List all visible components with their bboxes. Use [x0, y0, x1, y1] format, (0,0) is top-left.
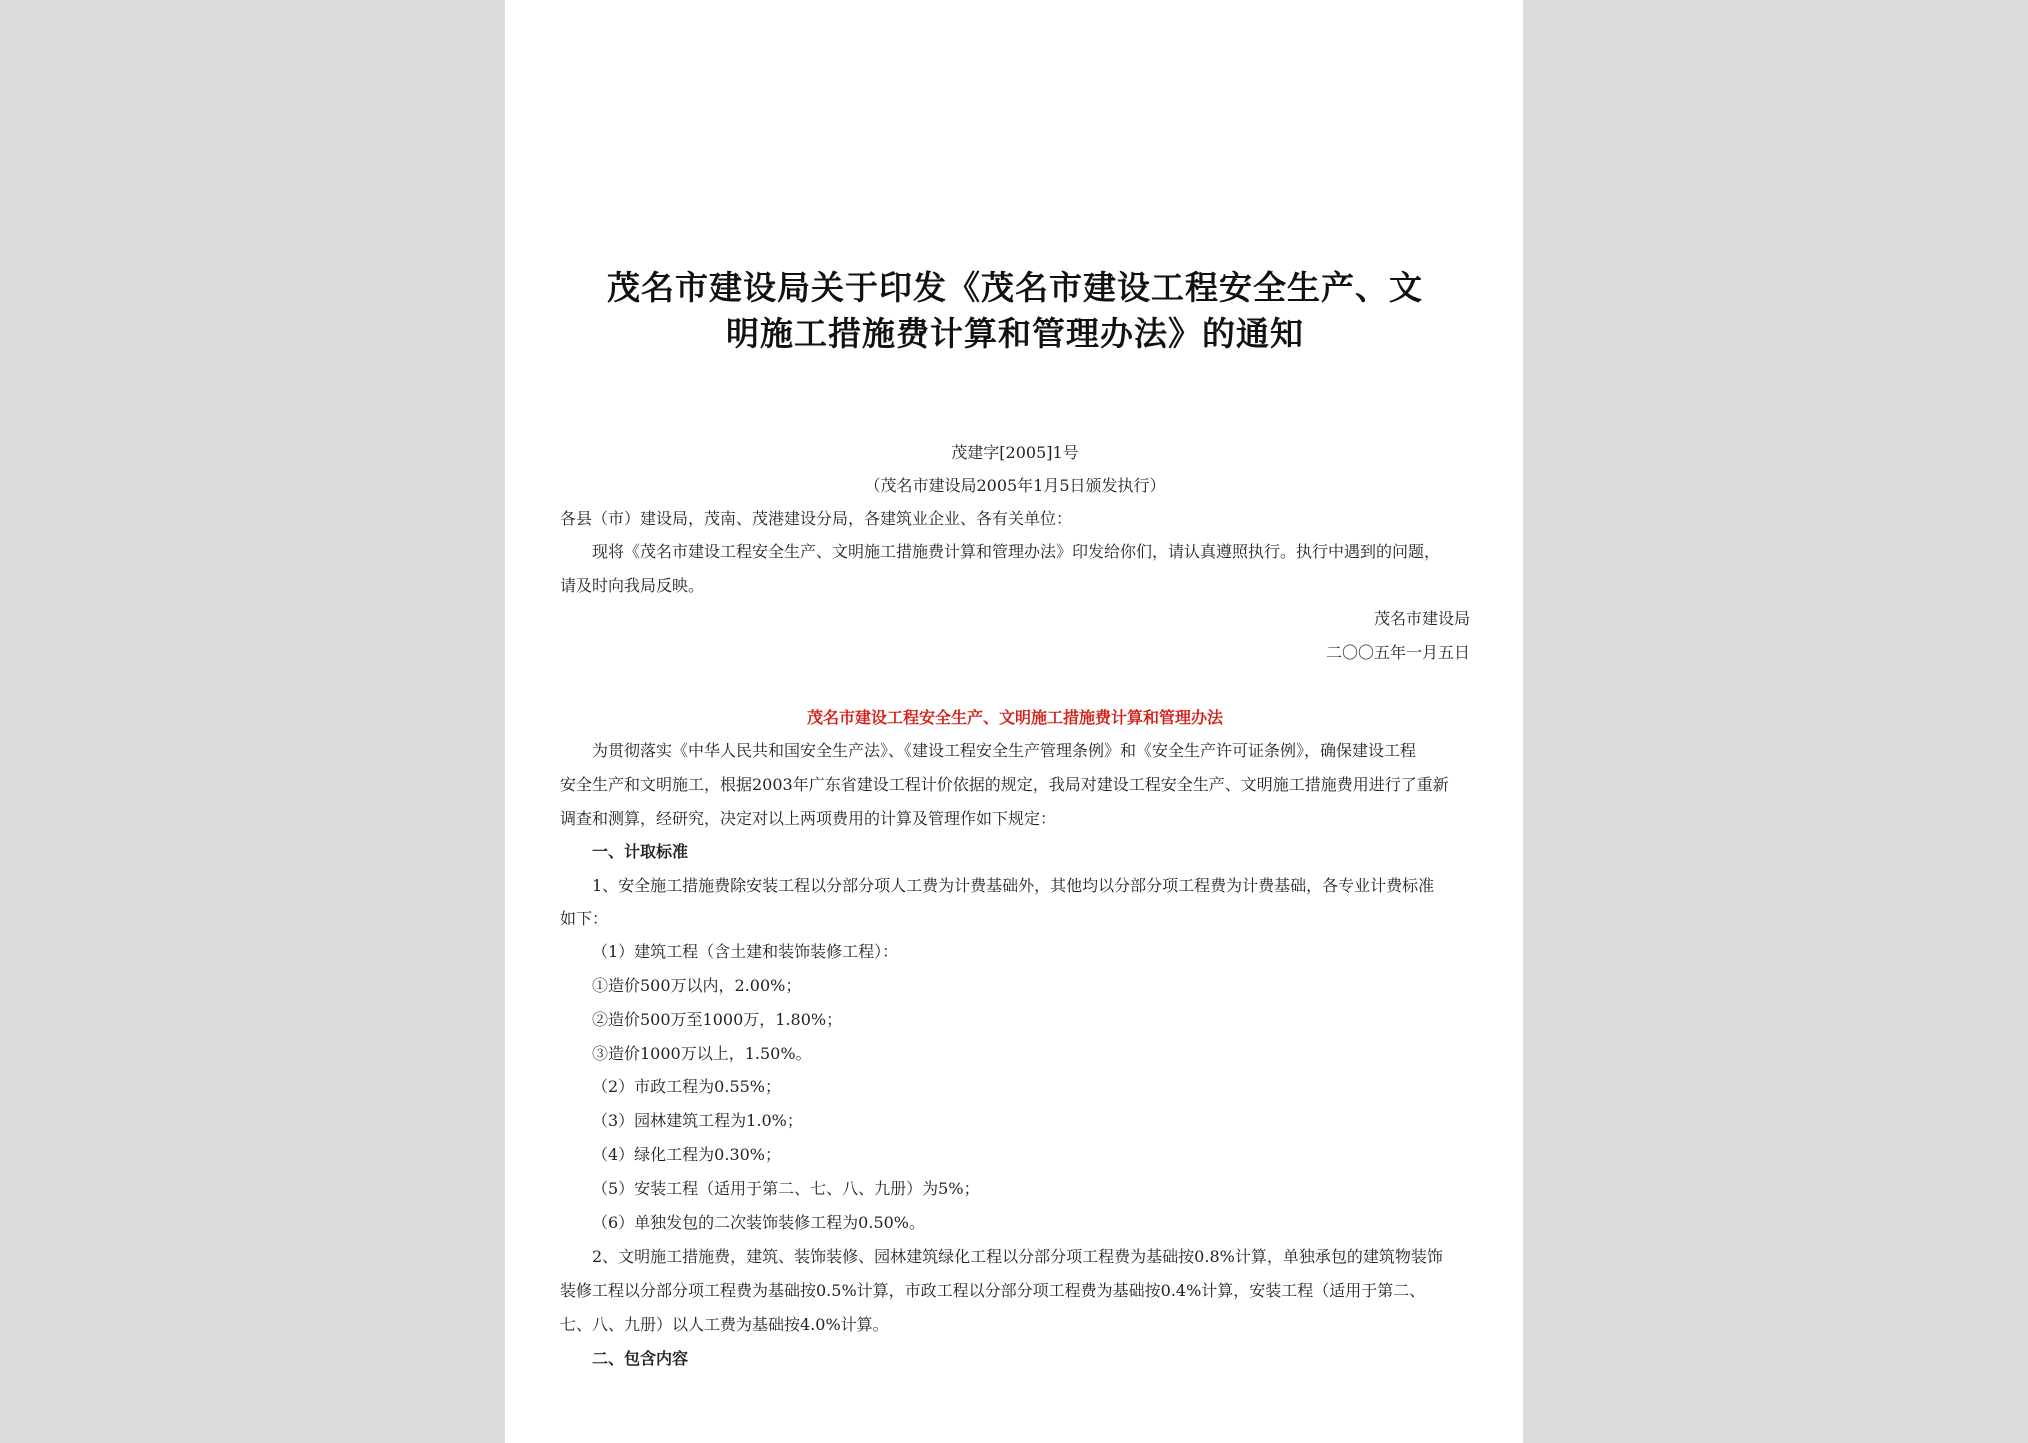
sub-item-6: （6）单独发包的二次装饰装修工程为0.50%。 [592, 1213, 926, 1232]
section-1-heading: 一、计取标准 [592, 842, 689, 861]
item-1-line-2: 如下： [560, 909, 609, 928]
sub-item-2: （2）市政工程为0.55%； [592, 1077, 782, 1096]
issuer-signature: 茂名市建设局 [1373, 609, 1470, 628]
item-2-line-3: 七、八、九册）以人工费为基础按4.0%计算。 [560, 1315, 889, 1334]
item-2-line-2: 装修工程以分部分项工程费为基础按0.5%计算，市政工程以分部分项工程费为基础按0.4%计算，安装工程（适用于第二、 [560, 1281, 1426, 1300]
sub-item-3: （3）园林建筑工程为1.0%； [592, 1111, 803, 1130]
sub-item-1: （1）建筑工程（含土建和装饰装修工程）： [592, 942, 899, 961]
sub-item-1-a: ①造价500万以内，2.00%； [592, 976, 802, 995]
section-2-heading: 二、包含内容 [592, 1349, 689, 1368]
item-2-line-1: 2、文明施工措施费，建筑、装饰装修、园林建筑绿化工程以分部分项工程费为基础按0.8%计算，单独承包的建筑物装饰 [592, 1247, 1443, 1266]
sub-item-5: （5）安装工程（适用于第二、七、八、九册）为5%； [592, 1179, 980, 1198]
issue-date: 二〇〇五年一月五日 [1325, 643, 1470, 662]
intro-line-3: 调查和测算，经研究，决定对以上两项费用的计算及管理作如下规定： [560, 809, 1057, 828]
intro-line-2: 安全生产和文明施工，根据2003年广东省建设工程计价依据的规定，我局对建设工程安全生产、文明施工措施费用进行了重新 [560, 775, 1449, 794]
doc-number: 茂建字[2005]1号 [951, 443, 1079, 462]
sub-item-4: （4）绿化工程为0.30%； [592, 1145, 782, 1164]
sub-item-1-c: ③造价1000万以上，1.50%。 [592, 1044, 812, 1063]
title-line-2: 明施工措施费计算和管理办法》的通知 [726, 314, 1304, 353]
title-line-1: 茂名市建设局关于印发《茂名市建设工程安全生产、文 [607, 268, 1423, 307]
item-1-line-1: 1、安全施工措施费除安装工程以分部分项人工费为计费基础外，其他均以分部分项工程费为计费基础，各专业计费标准 [592, 876, 1435, 895]
sub-item-1-b: ②造价500万至1000万，1.80%； [592, 1010, 843, 1029]
notice-body-line-2: 请及时向我局反映。 [560, 576, 705, 595]
page-title [560, 265, 1470, 357]
issue-note: （茂名市建设局2005年1月5日颁发执行） [864, 476, 1166, 495]
notice-body-line-1: 现将《茂名市建设工程安全生产、文明施工措施费计算和管理办法》印发给你们，请认真遵照执行。执行中遇到的问题， [592, 542, 1441, 561]
document-page [505, 0, 1523, 1443]
measures-heading: 茂名市建设工程安全生产、文明施工措施费计算和管理办法 [806, 708, 1223, 727]
intro-line-1: 为贯彻落实《中华人民共和国安全生产法》、《建设工程安全生产管理条例》和《安全生产许可证条例》，确保建设工程 [592, 741, 1417, 760]
recipients: 各县（市）建设局，茂南、茂港建设分局，各建筑业企业、各有关单位： [560, 509, 1073, 528]
